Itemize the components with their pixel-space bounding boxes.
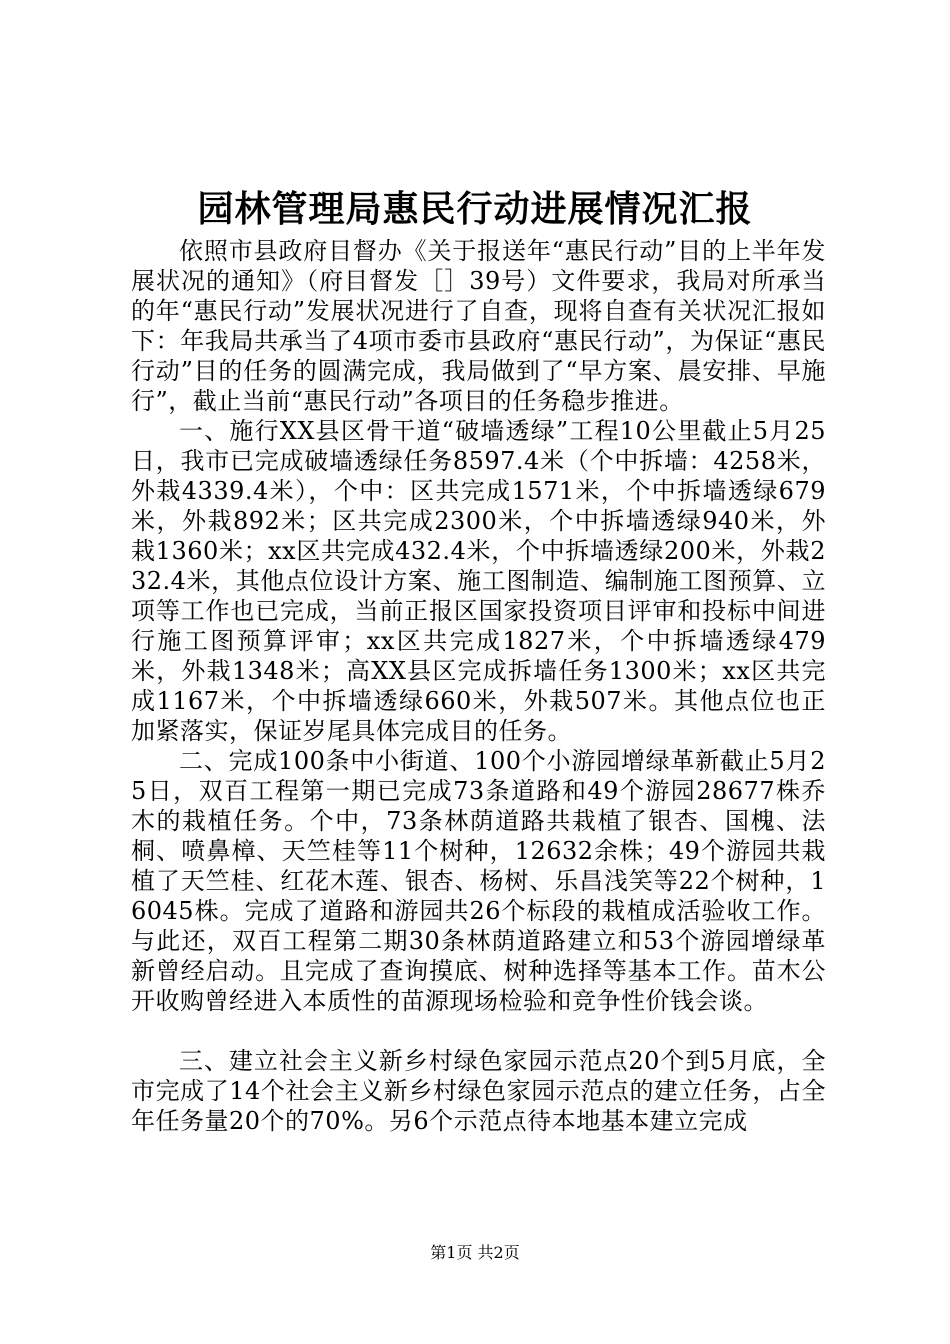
section-2-paragraph: 二、完成100条中小街道、100个小游园增绿革新截止5月25日，双百工程第一期已完成73条道路和49个游园28677株乔木的栽植任务。个中，73条林荫道路共栽植了银杏、国槐、法桐、喷鼻樟、天竺桂等11个树种，12632余株；49个游园共栽植了天竺桂、红花木莲、银杏、杨树、乐昌浅笑等22个树种，16045株。完成了道路和游园共26个标段的栽植成活验收工作。与此还，双百工程第二期30条林荫道路建立和53个游园增绿革新曾经启动。且完成了查询摸底、树种选择等基本工作。苗木公开收购曾经进入本质性的苗源现场检验和竞争性价钱会谈。 [131, 747, 826, 1015]
document-body [131, 236, 826, 1136]
section-3-paragraph: 三、建立社会主义新乡村绿色家园示范点20个到5月底，全市完成了14个社会主义新乡村绿色家园示范点的建立任务，占全年任务量20个的70%。另6个示范点待本地基本建立完成 [131, 1047, 826, 1135]
section-1-paragraph: 一、施行XX县区骨干道“破墙透绿”工程10公里截止5月25日，我市已完成破墙透绿任务8597.4米（个中拆墙：4258米，外栽4339.4米），个中：区共完成1571米，个中拆墙透绿679米，外栽892米；区共完成2300米，个中拆墙透绿940米，外栽1360米；xx区共完成432.4米，个中拆墙透绿200米，外栽232.4米，其他点位设计方案、施工图制造、编制施工图预算、立项等工作也已完成，当前正报区国家投资项目评审和投标中间进行施工图预算评审；xx区共完成1827米，个中拆墙透绿479米，外栽1348米；高XX县区完成拆墙任务1300米；xx区共完成1167米，个中拆墙透绿660米，外栽507米。其他点位也正加紧落实，保证岁尾具体完成目的任务。 [131, 417, 826, 745]
page-title: 园林管理局惠民行动进展情况汇报 [197, 188, 753, 230]
intro-paragraph: 依照市县政府目督办《关于报送年“惠民行动”目的上半年发展状况的通知》（府目督发［］39号）文件要求，我局对所承当的年“惠民行动”发展状况进行了自查，现将自查有关状况汇报如下：年我局共承当了4项市委市县政府“惠民行动”，为保证“惠民行动”目的任务的圆满完成，我局做到了“早方案、晨安排、早施行”，截止当前“惠民行动”各项目的任务稳步推进。 [131, 237, 826, 415]
page-number-footer: 第1页 共2页 [430, 1243, 520, 1262]
